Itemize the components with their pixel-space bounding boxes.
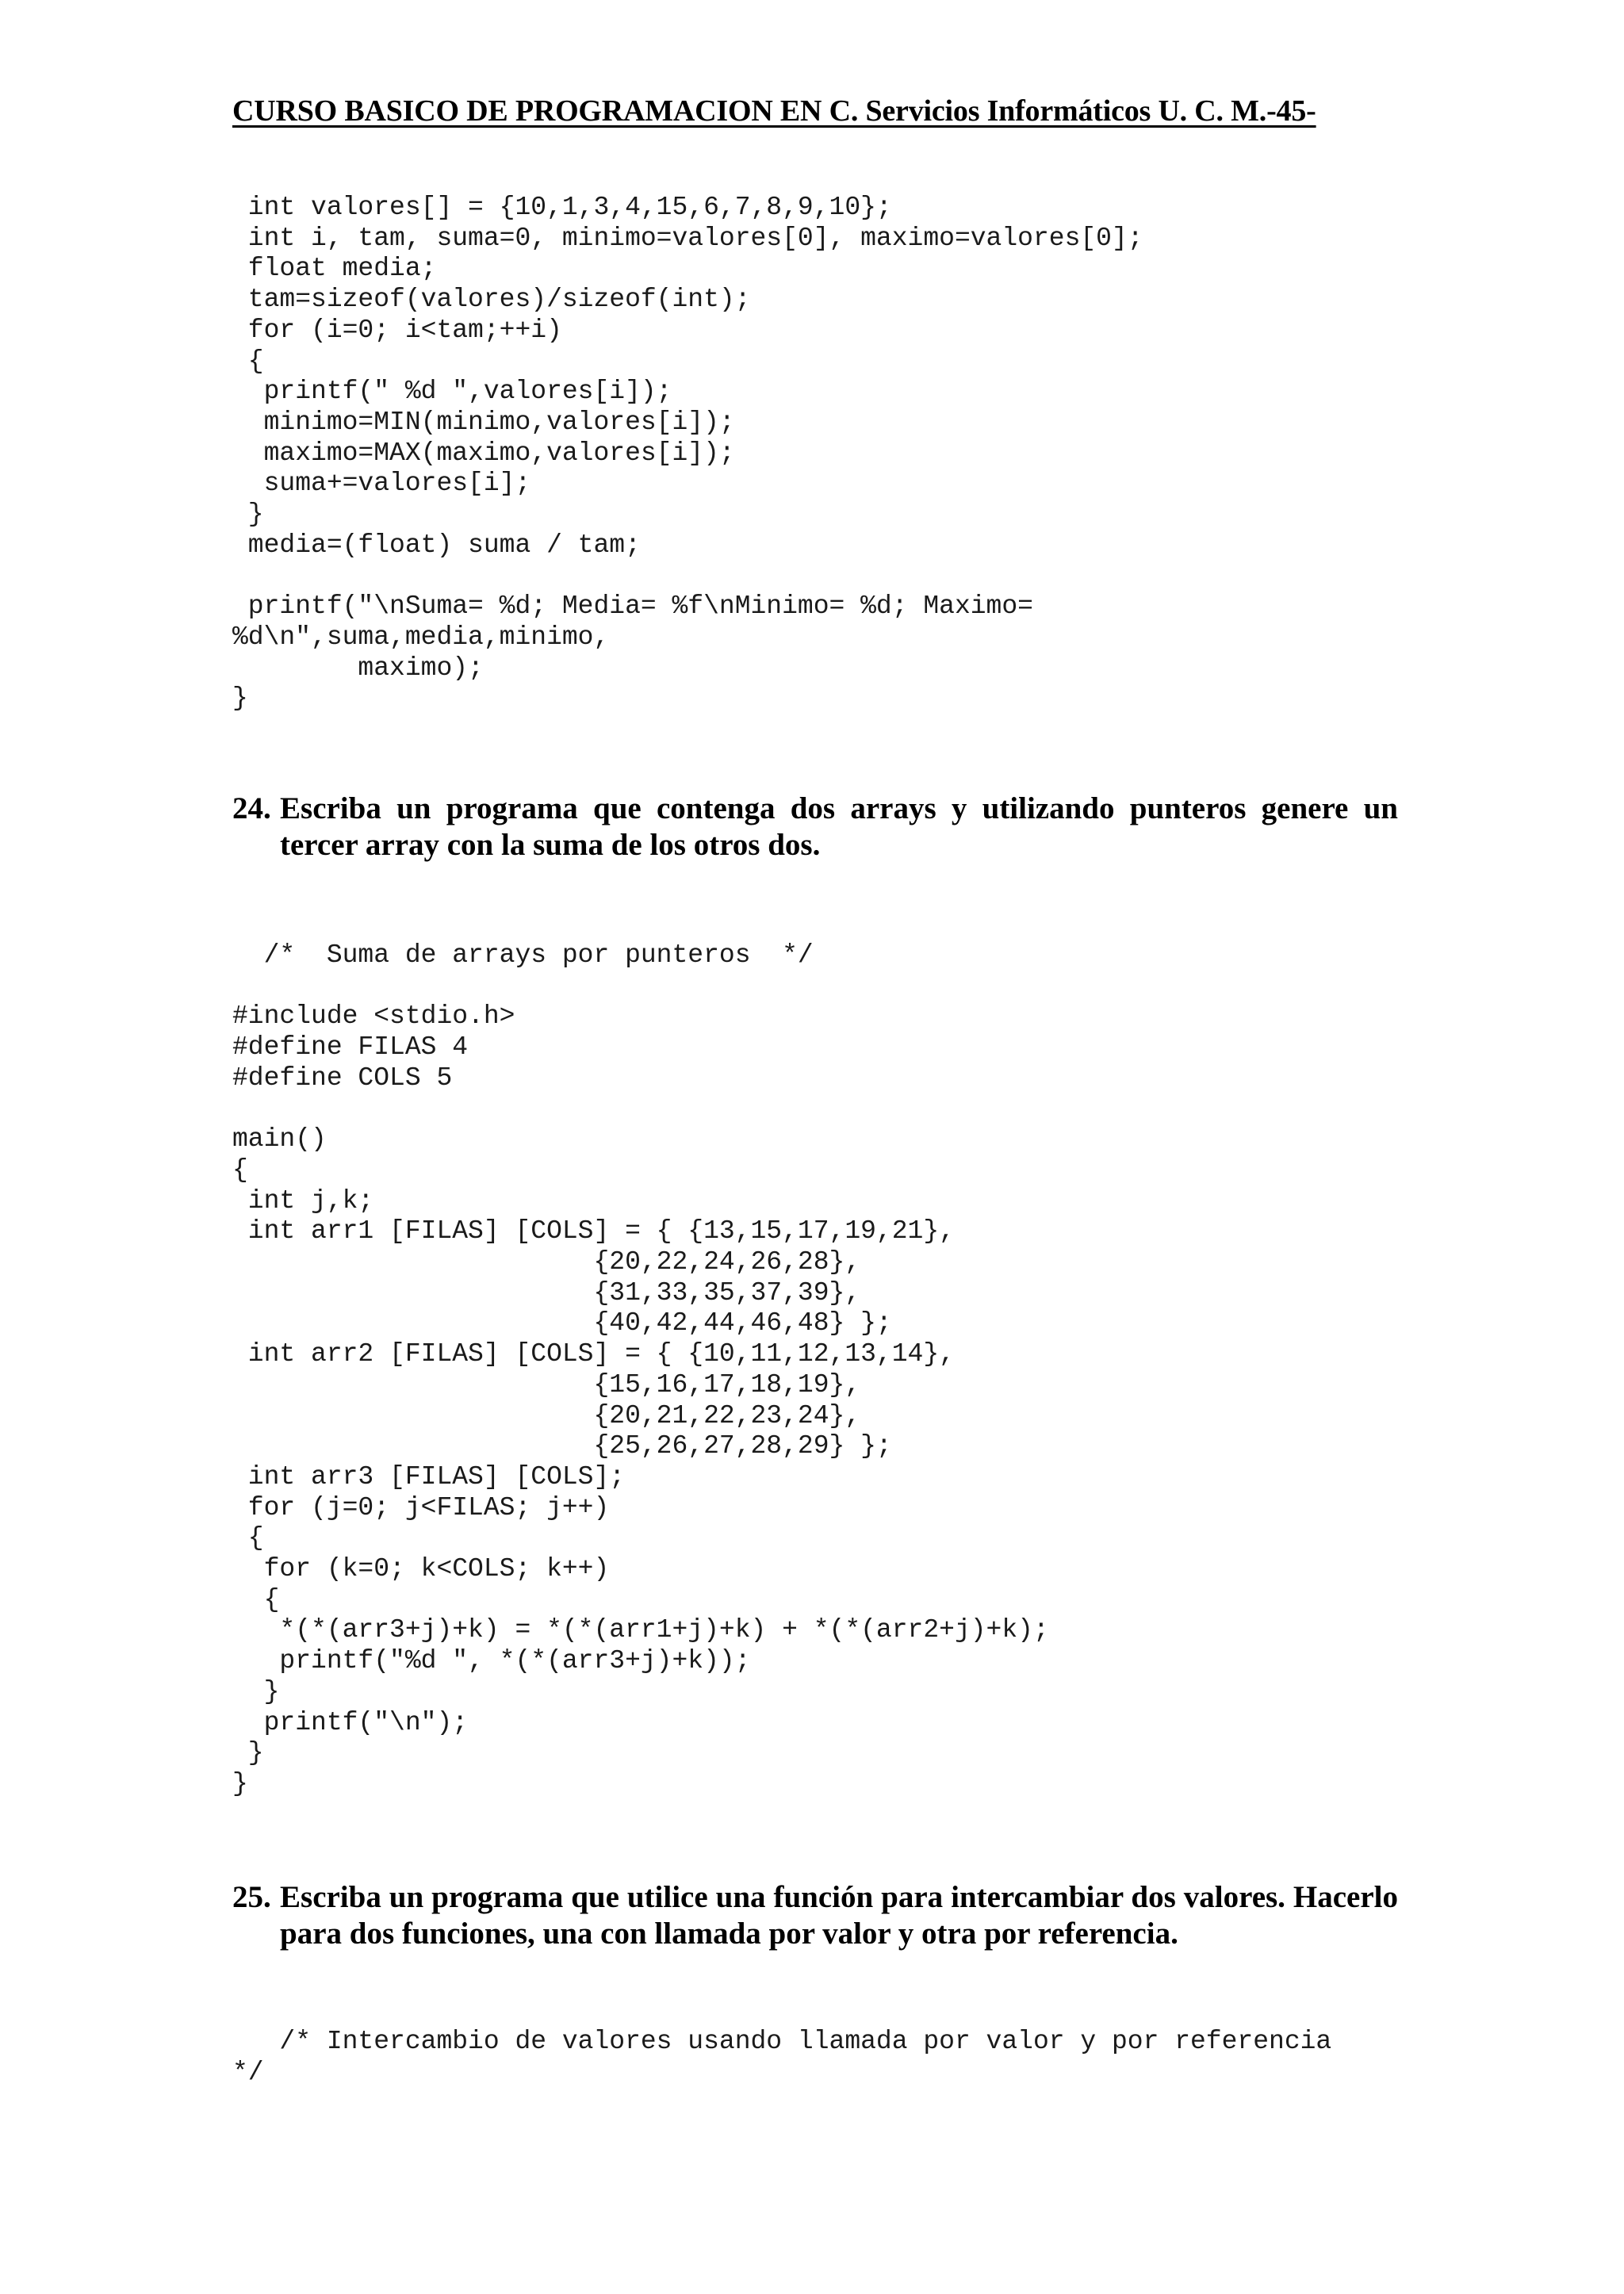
code-line: /* Suma de arrays por punteros */ bbox=[263, 940, 814, 970]
code-block-array-sum bbox=[232, 940, 1049, 1800]
code-line: printf("\n"); bbox=[263, 1707, 469, 1737]
code-block-swap-comment bbox=[232, 2027, 1331, 2088]
code-line: printf(" %d ",valores[i]); bbox=[263, 377, 672, 407]
code-line: float media; bbox=[247, 254, 437, 284]
question-24-number: 24. bbox=[232, 791, 271, 825]
code-line: {40,42,44,46,48} }; bbox=[593, 1308, 892, 1338]
code-line: #define COLS 5 bbox=[232, 1063, 453, 1093]
code-line: *(*(arr3+j)+k) = *(*(arr1+j)+k) + *(*(arr2+j)+k); bbox=[279, 1615, 1049, 1645]
code-line: { bbox=[232, 1155, 248, 1185]
code-line: main() bbox=[232, 1124, 327, 1155]
code-line: %d\n",suma,media,minimo, bbox=[232, 622, 610, 652]
code-line: } bbox=[247, 1738, 264, 1768]
code-line: tam=sizeof(valores)/sizeof(int); bbox=[247, 285, 751, 315]
code-block-statistics bbox=[232, 193, 1143, 714]
code-line: for (k=0; k<COLS; k++) bbox=[263, 1554, 610, 1584]
code-line: } bbox=[247, 500, 264, 530]
code-line: /* Intercambio de valores usando llamada por valor y por referencia bbox=[279, 2027, 1332, 2056]
code-line: for (i=0; i<tam;++i) bbox=[247, 315, 562, 345]
code-line: int arr3 [FILAS] [COLS]; bbox=[247, 1461, 626, 1492]
code-line: media=(float) suma / tam; bbox=[247, 530, 641, 560]
code-line: {20,21,22,23,24}, bbox=[593, 1400, 861, 1430]
code-line: {15,16,17,18,19}, bbox=[593, 1369, 861, 1400]
question-25 bbox=[232, 1879, 1398, 1952]
code-line: { bbox=[263, 1584, 280, 1614]
code-line: #define FILAS 4 bbox=[232, 1032, 469, 1063]
code-line: {31,33,35,37,39}, bbox=[593, 1277, 861, 1308]
code-line: maximo=MAX(maximo,valores[i]); bbox=[263, 438, 735, 468]
code-line: int j,k; bbox=[247, 1185, 374, 1216]
code-line: int valores[] = {10,1,3,4,15,6,7,8,9,10}; bbox=[247, 193, 892, 222]
code-line: maximo); bbox=[358, 653, 484, 683]
code-line: int i, tam, suma=0, minimo=valores[0], maximo=valores[0]; bbox=[247, 223, 1143, 253]
code-line: } bbox=[263, 1676, 280, 1706]
question-25-number: 25. bbox=[232, 1880, 271, 1914]
question-25-text: Escriba un programa que utilice una función para intercambiar dos valores. Hacerlo para dos funciones, una con llamada por valor y otra por referencia. bbox=[280, 1880, 1398, 1951]
code-line: for (j=0; j<FILAS; j++) bbox=[247, 1492, 610, 1522]
code-line: suma+=valores[i]; bbox=[263, 469, 531, 499]
code-line: {25,26,27,28,29} }; bbox=[593, 1431, 892, 1461]
code-line: int arr2 [FILAS] [COLS] = { {10,11,12,13,14}, bbox=[247, 1339, 955, 1369]
code-line: #include <stdio.h> bbox=[232, 1001, 515, 1032]
code-line: } bbox=[232, 1768, 248, 1798]
code-line: {20,22,24,26,28}, bbox=[593, 1247, 861, 1277]
code-line: printf("\nSuma= %d; Media= %f\nMinimo= %d; Maximo= bbox=[247, 592, 1033, 622]
code-line: printf("%d ", *(*(arr3+j)+k)); bbox=[279, 1646, 751, 1676]
question-24 bbox=[232, 791, 1398, 864]
code-line: { bbox=[247, 1523, 264, 1553]
question-24-text: Escriba un programa que contenga dos arrays y utilizando punteros genere un tercer array con la suma de los otros dos. bbox=[280, 791, 1398, 862]
code-line: minimo=MIN(minimo,valores[i]); bbox=[263, 407, 735, 437]
page-header: CURSO BASICO DE PROGRAMACION EN C. Servicios Informáticos U. C. M.-45- bbox=[232, 94, 1316, 128]
code-line: */ bbox=[232, 2057, 264, 2087]
code-line: int arr1 [FILAS] [COLS] = { {13,15,17,19,21}, bbox=[247, 1216, 955, 1247]
code-line: { bbox=[247, 346, 264, 376]
code-line: } bbox=[232, 684, 248, 714]
